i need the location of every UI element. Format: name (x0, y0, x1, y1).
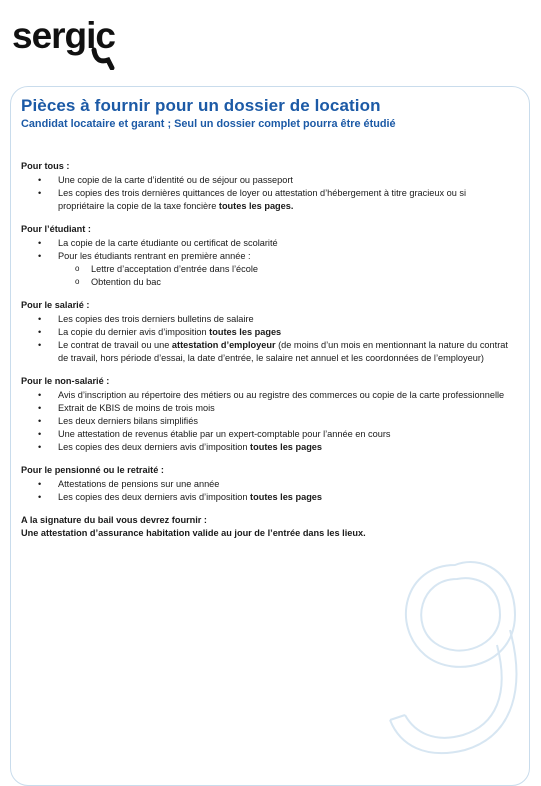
list-item-text: La copie du dernier avis d’imposition (58, 327, 210, 337)
list-item (21, 174, 511, 187)
section-heading: Pour l’étudiant : (21, 224, 91, 234)
list-item (21, 339, 511, 365)
requirement-list (21, 174, 511, 213)
list-item-emphasis: toutes les pages. (218, 201, 294, 211)
list-item (21, 415, 511, 428)
list-item (21, 250, 511, 289)
document-body (21, 160, 511, 540)
list-item (21, 428, 511, 441)
requirement-list (21, 389, 511, 454)
sub-list-item (21, 263, 511, 276)
list-item (21, 478, 511, 491)
list-item (21, 187, 511, 213)
list-item (21, 441, 511, 454)
section-heading: Pour le pensionné ou le retraité : (21, 465, 164, 475)
list-item-text: Les deux derniers bilans simplifiés (58, 416, 198, 426)
list-item-text: Attestations de pensions sur une année (58, 479, 220, 489)
list-item (21, 313, 511, 326)
list-item-emphasis: toutes les pages (209, 327, 282, 337)
list-item-text: Avis d’inscription au répertoire des métiers ou au registre des commerces ou copie de la carte professionnelle (58, 390, 505, 400)
list-item-emphasis: toutes les pages (250, 442, 323, 452)
section-heading: Pour tous : (21, 161, 70, 171)
sergic-watermark-graphic (385, 545, 535, 775)
logo-text: sergic (12, 15, 116, 56)
requirement-list (21, 313, 511, 365)
list-item-text: Pour les étudiants rentrant en première année : (58, 251, 251, 261)
list-item-text: La copie de la carte étudiante ou certificat de scolarité (58, 238, 278, 248)
signature-heading: A la signature du bail vous devrez fournir : (21, 515, 207, 525)
section-pour-tous (21, 160, 511, 213)
page-title: Pièces à fournir pour un dossier de location (21, 96, 381, 115)
list-item-text: Extrait de KBIS de moins de trois mois (58, 403, 215, 413)
list-item (21, 389, 511, 402)
page-subtitle: Candidat locataire et garant ; Seul un dossier complet pourra être étudié (21, 118, 396, 130)
list-item (21, 326, 511, 339)
signature-requirement: Une attestation d’assurance habitation valide au jour de l’entrée dans les lieux. (21, 528, 366, 538)
list-item-text: Une copie de la carte d’identité ou de séjour ou passeport (58, 175, 293, 185)
list-item (21, 237, 511, 250)
list-item-text: Les copies des deux derniers avis d’imposition (58, 492, 251, 502)
list-item-emphasis: toutes les pages (250, 492, 323, 502)
sub-list (21, 263, 511, 289)
sub-list-item-text: Lettre d’acceptation d’entrée dans l’école (91, 264, 259, 274)
sergic-logo (10, 12, 145, 70)
sub-list-item-text: Obtention du bac (91, 277, 161, 287)
requirement-list (21, 237, 511, 289)
list-item-text: (de moins d’un mois en mentionnant la nature du contrat de travail, hors période d’essai, la date d’entrée, le salaire net annuel et les coordonnées de l’employeur) (58, 340, 508, 363)
section-retraite (21, 464, 511, 504)
list-item (21, 491, 511, 504)
section-etudiant (21, 223, 511, 289)
list-item-emphasis: attestation d’employeur (171, 340, 276, 350)
list-item-text: Le contrat de travail ou une (58, 340, 172, 350)
list-item-text: Les copies des deux derniers avis d’imposition (58, 442, 251, 452)
section-heading: Pour le salarié : (21, 300, 90, 310)
list-item-text: Les copies des trois dernières quittances de loyer ou attestation d’hébergement à titre gracieux ou si propriétaire la copie de la taxe foncière (58, 188, 467, 211)
list-item-text: Une attestation de revenus établie par un expert-comptable pour l’année en cours (58, 429, 391, 439)
list-item (21, 402, 511, 415)
signature-requirements (21, 514, 511, 540)
requirement-list (21, 478, 511, 504)
section-heading: Pour le non-salarié : (21, 376, 110, 386)
sub-list-item (21, 276, 511, 289)
section-salarie (21, 299, 511, 365)
list-item-text: Les copies des trois derniers bulletins de salaire (58, 314, 254, 324)
section-non-salarie (21, 375, 511, 454)
